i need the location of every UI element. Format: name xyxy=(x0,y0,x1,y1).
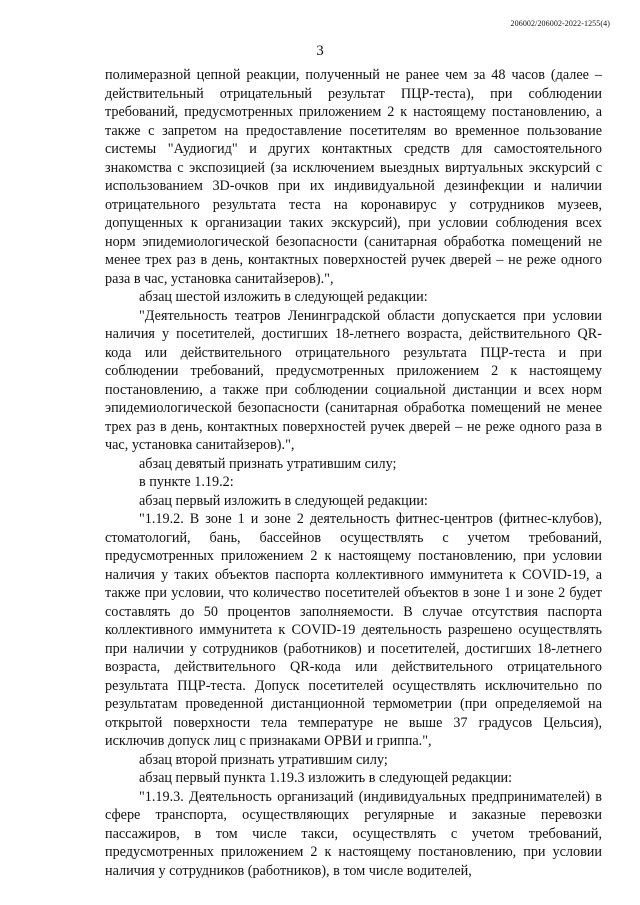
paragraph-theatres: "Деятельность театров Ленинградской области допускается при условии наличия у посетителей, достигших 18-летнего возраста, действительного QR-кода или действительного отрицательного результата ПЦР-теста и при соблюдении требований, предусмотренных приложением 2 к настоящему постановлению, а также при соблюдении социальной дистанции и всех норм эпидемиологической безопасности (санитарная обработка помещений не менее трех раз в день, контактных поверхностей ручек дверей – не реже одного раза в час, установка санитайзеров).", xyxy=(105,307,602,453)
paragraph-fitness-centres: "1.19.2. В зоне 1 и зоне 2 деятельность фитнес-центров (фитнес-клубов), стоматологий, бань, бассейнов осуществлять с учетом требований, предусмотренных приложением 2 к настоящему постановлению, при условии наличия у таких объектов паспорта коллективного иммунитета к COVID-19, а также при условии, что количество посетителей объектов в зоне 1 и зоне 2 будет составлять до 50 процентов заполняемости. В случае отсутствия паспорта коллективного иммунитета к COVID-19 деятельность разрешено осуществлять при наличии у сотрудников (работников) и посетителей, достигших 18-летнего возраста, действительного QR-кода или действительного отрицательного результата ПЦР-теста. Допуск посетителей осуществлять исключительно по результатам проведенной дистанционной термометрии (при определяемой на открытой поверхности тела температуре не выше 37 градусов Цельсия), исключив допуск лиц с признаками ОРВИ и гриппа.", xyxy=(105,511,602,749)
paragraph-clause-1-19-2: в пункте 1.19.2: xyxy=(139,474,234,490)
page-number: 3 xyxy=(316,43,324,59)
paragraph-repeal-ninth: абзац девятый признать утратившим силу; xyxy=(139,455,397,472)
paragraph-amend-1-19-3: абзац первый пункта 1.19.3 изложить в следующей редакции: xyxy=(139,770,513,786)
paragraph-museums-continuation: полимеразной цепной реакции, полученный не ранее чем за 48 часов (далее – действительный отрицательный результат ПЦР-теста), при соблюдении требований, предусмотренных приложением 2 к настоящему постановлению, а также с запретом на предоставление посетителям во временное пользование системы "Аудиогид" и других контактных средств для самостоятельного знакомства с экспозицией (за исключением выездных виртуальных экскурсий с использованием 3D-очков при их индивидуальной дезинфекции и наличии отрицательного результата теста на коронавирус у сотрудников музеев, допущенных к организации таких экскурсий), при условии соблюдения всех норм эпидемиологической безопасности (санитарная обработка помещений не менее трех раз в день, контактных поверхностей ручек дверей – не реже одного раза в час, установка санитайзеров).", xyxy=(105,67,602,287)
paragraph-amend-first: абзац первый изложить в следующей редакции: xyxy=(139,492,428,509)
document-body xyxy=(105,66,602,880)
paragraph-amend-sixth: абзац шестой изложить в следующей редакции: xyxy=(139,289,428,305)
document-registration-number: 206002/206002-2022-1255(4) xyxy=(510,19,610,28)
paragraph-transport: "1.19.3. Деятельность организаций (индивидуальных предпринимателей) в сфере транспорта, осуществляющих регулярные и заказные перевозки пассажиров, в том числе такси, осуществлять с учетом требований, предусмотренных приложением 2 к настоящему постановлению, при условии наличия у сотрудников (работников), в том числе водителей, xyxy=(105,788,602,879)
paragraph-repeal-second: абзац второй признать утратившим силу; xyxy=(139,751,388,768)
